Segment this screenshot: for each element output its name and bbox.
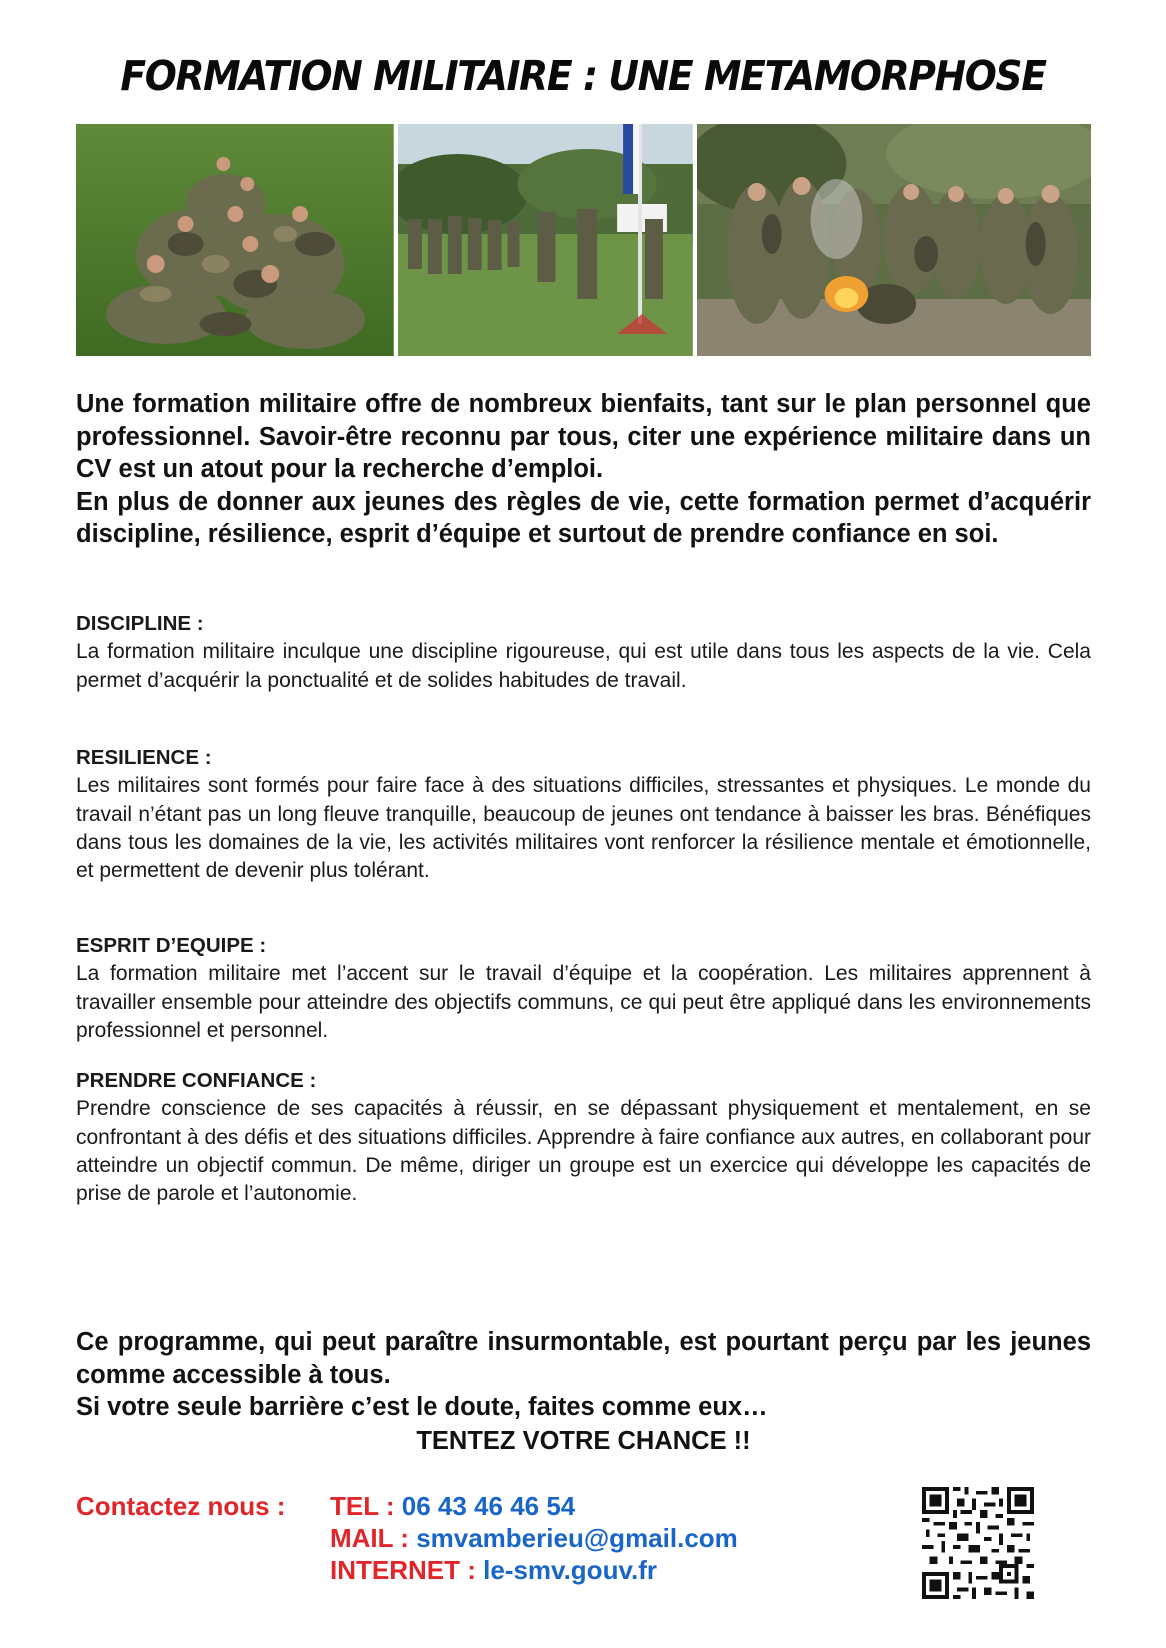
section-text: La formation militaire met l’accent sur le travail d’équipe et la coopération. Les militaires apprennent à travailler ensemble pour atteindre des objectifs communs, ce qui peut être appliqué dans les environnements professionnel et personnel. (76, 962, 1091, 1042)
tel-link[interactable]: 06 43 46 46 54 (401, 1491, 576, 1521)
mail-link[interactable]: smvamberieu@gmail.com (416, 1523, 738, 1553)
call-to-action: TENTEZ VOTRE CHANCE !! (416, 1426, 751, 1455)
internet-label: INTERNET : (330, 1555, 476, 1585)
intro-text (76, 388, 1091, 551)
section-text: La formation militaire inculque une discipline rigoureuse, qui est utile dans tous les aspects de la vie. Cela permet d’acquérir la ponctualité et de solides habitudes de travail. (76, 640, 1091, 692)
section-heading: ESPRIT D’EQUIPE : (76, 934, 267, 957)
photo-soldiers-around-campfire (697, 124, 1091, 356)
section-heading: PRENDRE CONFIANCE : (76, 1069, 317, 1092)
closing-paragraph-1: Ce programme, qui peut paraître insurmontable, est pourtant perçu par les jeunes comme accessible à tous. (76, 1328, 1091, 1389)
tel-label: TEL : (330, 1491, 395, 1521)
section-heading: RESILIENCE : (76, 746, 212, 769)
contact-label: Contactez nous : (76, 1491, 286, 1521)
section-resilience (76, 744, 1091, 885)
section-prendre-confiance (76, 1067, 1091, 1208)
section-discipline (76, 610, 1091, 695)
section-text: Les militaires sont formés pour faire face à des situations difficiles, stressantes et physiques. Le monde du travail n’étant pas un long fleuve tranquille, beaucoup de jeunes ont tendance à baisser les bras. Bénéfiques dans tous les domaines de la vie, les activités militaires vont renforcer la résilience mentale et émotionnelle, et permettent de devenir plus tolérant. (76, 774, 1091, 883)
photo-strip (76, 124, 1091, 356)
mail-label: MAIL : (330, 1523, 409, 1553)
website-link[interactable]: le-smv.gouv.fr (483, 1555, 657, 1585)
photo-flag-ceremony (398, 124, 693, 356)
photo-soldiers-sitting-on-grass (76, 124, 394, 356)
section-text: Prendre conscience de ses capacités à réussir, en se dépassant physiquement et mentalement, en se confrontant à des défis et des situations difficiles. Apprendre à faire confiance aux autres, en collaborant pour atteindre un objectif commun. De même, diriger un groupe est un exercice qui développe les capacités de prise de parole et l’autonomie. (76, 1097, 1091, 1206)
intro-paragraph-1: Une formation militaire offre de nombreux bienfaits, tant sur le plan personnel que professionnel. Savoir-être reconnu par tous, citer une expérience militaire dans un CV est un atout pour la recherche d’emploi. (76, 390, 1091, 483)
closing-paragraph-2: Si votre seule barrière c’est le doute, faites comme eux… (76, 1393, 768, 1421)
intro-paragraph-2: En plus de donner aux jeunes des règles de vie, cette formation permet d’acquérir discipline, résilience, esprit d’équipe et surtout de prendre confiance en soi. (76, 487, 1091, 548)
page-title: FORMATION MILITAIRE : UNE METAMORPHOSE (120, 52, 1046, 100)
section-heading: DISCIPLINE : (76, 612, 204, 635)
section-esprit-equipe (76, 932, 1091, 1045)
closing-text (76, 1326, 1091, 1457)
qr-code-icon[interactable] (922, 1487, 1034, 1599)
